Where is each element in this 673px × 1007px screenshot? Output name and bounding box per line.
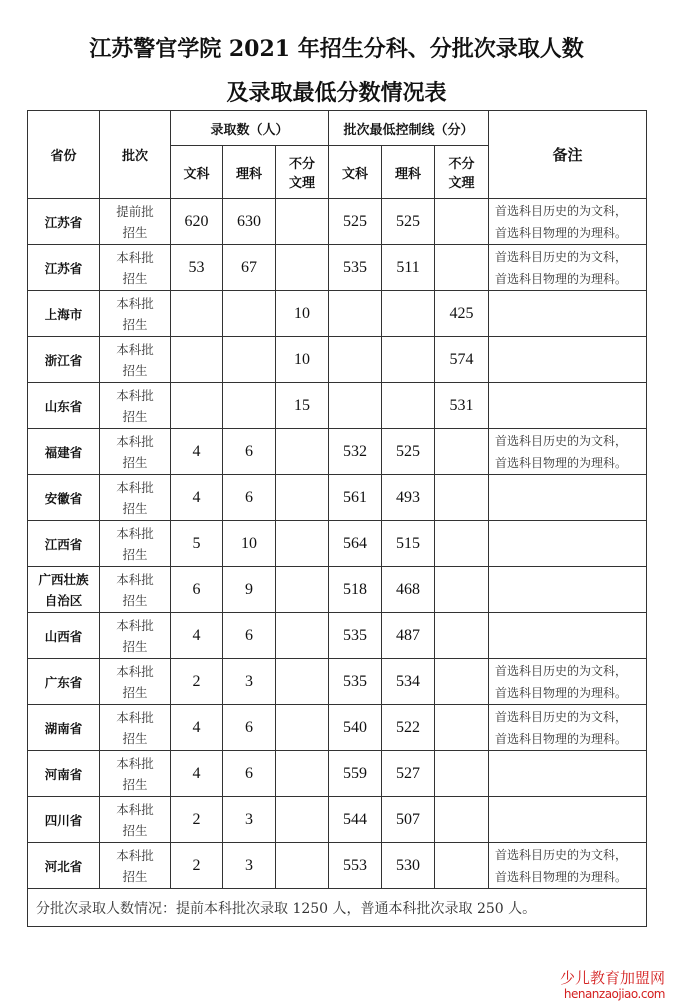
cell-min-sci: 522 [382, 705, 435, 751]
cell-remark [489, 383, 647, 429]
cell-province: 河北省 [28, 843, 100, 889]
cell-province: 广西壮族自治区 [28, 567, 100, 613]
cell-batch [100, 843, 171, 889]
cell-adm-und [276, 567, 329, 613]
header-admitted-undivided: 不分文理 [276, 146, 329, 199]
cell-min-arts: 535 [329, 613, 382, 659]
table-row [28, 199, 647, 245]
remark-line: 首选科目物理的为理科。 [495, 455, 628, 470]
watermark-name: 少儿教育加盟网 [559, 969, 665, 987]
cell-batch [100, 613, 171, 659]
cell-adm-und [276, 613, 329, 659]
cell-adm-und [276, 659, 329, 705]
cell-remark [489, 521, 647, 567]
cell-adm-sci [223, 337, 276, 383]
cell-adm-sci: 6 [223, 751, 276, 797]
cell-min-sci: 527 [382, 751, 435, 797]
cell-min-sci: 525 [382, 199, 435, 245]
header-min-score: 批次最低控制线（分） [329, 111, 489, 146]
batch-line: 本科批 [116, 709, 154, 725]
batch-line: 招生 [122, 868, 148, 884]
cell-adm-sci [223, 383, 276, 429]
batch-line: 提前批 [116, 203, 154, 219]
cell-min-sci: 468 [382, 567, 435, 613]
batch-line: 本科批 [116, 847, 154, 863]
cell-adm-sci: 3 [223, 659, 276, 705]
cell-min-sci: 534 [382, 659, 435, 705]
cell-adm-arts: 4 [171, 705, 223, 751]
cell-adm-und: 10 [276, 337, 329, 383]
cell-remark [489, 705, 647, 751]
batch-line: 本科批 [116, 479, 154, 495]
cell-batch [100, 245, 171, 291]
batch-line: 本科批 [116, 295, 154, 311]
cell-adm-arts: 4 [171, 613, 223, 659]
table-row [28, 751, 647, 797]
cell-min-und: 425 [435, 291, 489, 337]
batch-line: 招生 [122, 638, 148, 654]
cell-batch [100, 475, 171, 521]
header-min-arts: 文科 [329, 146, 382, 199]
cell-adm-und [276, 475, 329, 521]
batch-line: 招生 [122, 454, 148, 470]
batch-line: 本科批 [116, 801, 154, 817]
cell-adm-arts: 6 [171, 567, 223, 613]
cell-adm-und [276, 843, 329, 889]
cell-adm-arts: 53 [171, 245, 223, 291]
cell-adm-sci: 9 [223, 567, 276, 613]
cell-adm-arts [171, 291, 223, 337]
header-min-science: 理科 [382, 146, 435, 199]
cell-province: 江苏省 [28, 199, 100, 245]
remark-line: 首选科目物理的为理科。 [495, 271, 628, 286]
batch-line: 本科批 [116, 433, 154, 449]
cell-remark [489, 199, 647, 245]
cell-province: 上海市 [28, 291, 100, 337]
cell-min-arts [329, 383, 382, 429]
cell-adm-arts: 5 [171, 521, 223, 567]
cell-batch [100, 383, 171, 429]
cell-remark [489, 429, 647, 475]
cell-province: 山西省 [28, 613, 100, 659]
cell-province: 福建省 [28, 429, 100, 475]
watermark-url: henanzaojiao.com [563, 987, 665, 1001]
cell-min-und [435, 659, 489, 705]
cell-province: 四川省 [28, 797, 100, 843]
cell-province: 浙江省 [28, 337, 100, 383]
cell-min-arts: 525 [329, 199, 382, 245]
batch-line: 招生 [122, 546, 148, 562]
cell-province: 广东省 [28, 659, 100, 705]
cell-min-und [435, 705, 489, 751]
table-row [28, 291, 647, 337]
cell-remark [489, 291, 647, 337]
cell-adm-und: 15 [276, 383, 329, 429]
cell-batch [100, 797, 171, 843]
cell-min-arts: 540 [329, 705, 382, 751]
batch-line: 招生 [122, 730, 148, 746]
cell-adm-sci [223, 291, 276, 337]
cell-batch [100, 337, 171, 383]
footer-summary: 分批次录取人数情况：提前本科批次录取 1250 人，普通本科批次录取 250 人。 [28, 889, 647, 927]
cell-adm-und [276, 521, 329, 567]
cell-remark [489, 475, 647, 521]
cell-adm-arts: 620 [171, 199, 223, 245]
batch-line: 招生 [122, 684, 148, 700]
cell-remark [489, 567, 647, 613]
cell-adm-und [276, 245, 329, 291]
table-row [28, 843, 647, 889]
watermark [560, 970, 665, 1002]
batch-line: 招生 [122, 362, 148, 378]
cell-adm-arts: 4 [171, 475, 223, 521]
cell-adm-und [276, 751, 329, 797]
header-admitted-science: 理科 [223, 146, 276, 199]
page-title: 江苏警官学院 2021 年招生分科、分批次录取人数 [89, 36, 584, 62]
batch-line: 招生 [122, 316, 148, 332]
cell-batch [100, 659, 171, 705]
batch-line: 本科批 [116, 663, 154, 679]
cell-min-sci [382, 383, 435, 429]
batch-line: 招生 [122, 822, 148, 838]
table-row [28, 521, 647, 567]
remark-line: 首选科目物理的为理科。 [495, 225, 628, 240]
table-row [28, 337, 647, 383]
cell-min-arts: 559 [329, 751, 382, 797]
cell-adm-sci: 6 [223, 705, 276, 751]
cell-remark [489, 843, 647, 889]
cell-min-und [435, 429, 489, 475]
cell-adm-arts [171, 383, 223, 429]
cell-min-arts: 564 [329, 521, 382, 567]
admission-table [27, 110, 647, 927]
cell-batch [100, 429, 171, 475]
cell-min-arts: 535 [329, 659, 382, 705]
cell-min-arts: 544 [329, 797, 382, 843]
remark-line: 首选科目物理的为理科。 [495, 731, 628, 746]
cell-adm-arts: 2 [171, 659, 223, 705]
cell-batch [100, 705, 171, 751]
cell-province: 江西省 [28, 521, 100, 567]
page-subtitle: 及录取最低分数情况表 [226, 80, 447, 106]
cell-min-sci [382, 337, 435, 383]
header-admitted: 录取数（人） [171, 111, 329, 146]
cell-remark [489, 659, 647, 705]
batch-line: 招生 [122, 776, 148, 792]
cell-min-und: 574 [435, 337, 489, 383]
cell-min-arts [329, 337, 382, 383]
remark-line: 首选科目物理的为理科。 [495, 685, 628, 700]
cell-remark [489, 337, 647, 383]
cell-province: 湖南省 [28, 705, 100, 751]
table-row [28, 705, 647, 751]
cell-adm-und [276, 429, 329, 475]
batch-line: 本科批 [116, 525, 154, 541]
cell-min-arts: 518 [329, 567, 382, 613]
cell-remark [489, 613, 647, 659]
remark-line: 首选科目历史的为文科， [495, 709, 628, 724]
batch-line: 本科批 [116, 617, 154, 633]
cell-province: 山东省 [28, 383, 100, 429]
cell-adm-sci: 3 [223, 797, 276, 843]
cell-min-sci [382, 291, 435, 337]
remark-line: 首选科目历史的为文科， [495, 249, 628, 264]
cell-adm-sci: 630 [223, 199, 276, 245]
cell-min-und [435, 751, 489, 797]
cell-min-und [435, 245, 489, 291]
cell-adm-arts: 2 [171, 797, 223, 843]
batch-line: 招生 [122, 270, 148, 286]
cell-remark [489, 245, 647, 291]
header-admitted-arts: 文科 [171, 146, 223, 199]
cell-min-sci: 525 [382, 429, 435, 475]
table-row [28, 613, 647, 659]
cell-batch [100, 567, 171, 613]
cell-batch [100, 291, 171, 337]
header-batch: 批次 [100, 111, 171, 199]
remark-line: 首选科目历史的为文科， [495, 663, 628, 678]
batch-line: 招生 [122, 592, 148, 608]
cell-min-und [435, 199, 489, 245]
table-row [28, 659, 647, 705]
cell-adm-sci: 3 [223, 843, 276, 889]
cell-adm-und [276, 199, 329, 245]
cell-min-arts: 561 [329, 475, 382, 521]
cell-min-sci: 511 [382, 245, 435, 291]
batch-line: 本科批 [116, 341, 154, 357]
cell-remark [489, 797, 647, 843]
cell-batch [100, 751, 171, 797]
batch-line: 本科批 [116, 249, 154, 265]
cell-adm-und: 10 [276, 291, 329, 337]
cell-min-und [435, 613, 489, 659]
remark-line: 首选科目物理的为理科。 [495, 869, 628, 884]
cell-adm-und [276, 705, 329, 751]
cell-adm-arts: 4 [171, 429, 223, 475]
cell-min-sci: 493 [382, 475, 435, 521]
cell-batch [100, 199, 171, 245]
cell-min-und: 531 [435, 383, 489, 429]
cell-min-arts: 535 [329, 245, 382, 291]
cell-adm-arts: 4 [171, 751, 223, 797]
remark-line: 首选科目历史的为文科， [495, 433, 628, 448]
table-row [28, 383, 647, 429]
batch-line: 本科批 [116, 571, 154, 587]
cell-min-arts: 532 [329, 429, 382, 475]
batch-line: 招生 [122, 408, 148, 424]
batch-line: 本科批 [116, 387, 154, 403]
table-row [28, 475, 647, 521]
cell-adm-sci: 67 [223, 245, 276, 291]
cell-min-und [435, 475, 489, 521]
cell-adm-sci: 6 [223, 475, 276, 521]
cell-province: 安徽省 [28, 475, 100, 521]
header-remark: 备注 [489, 111, 647, 199]
header-min-undivided: 不分文理 [435, 146, 489, 199]
cell-min-arts [329, 291, 382, 337]
table-row [28, 567, 647, 613]
cell-min-sci: 530 [382, 843, 435, 889]
cell-province: 河南省 [28, 751, 100, 797]
cell-province: 江苏省 [28, 245, 100, 291]
batch-line: 本科批 [116, 755, 154, 771]
remark-line: 首选科目历史的为文科， [495, 203, 628, 218]
cell-adm-sci: 6 [223, 429, 276, 475]
cell-min-und [435, 843, 489, 889]
cell-batch [100, 521, 171, 567]
cell-min-sci: 515 [382, 521, 435, 567]
cell-min-sci: 487 [382, 613, 435, 659]
table-row [28, 245, 647, 291]
cell-remark [489, 751, 647, 797]
cell-min-und [435, 797, 489, 843]
batch-line: 招生 [122, 500, 148, 516]
cell-min-und [435, 567, 489, 613]
header-province: 省份 [28, 111, 100, 199]
cell-adm-sci: 10 [223, 521, 276, 567]
cell-adm-arts: 2 [171, 843, 223, 889]
batch-line: 招生 [122, 224, 148, 240]
cell-min-und [435, 521, 489, 567]
cell-min-arts: 553 [329, 843, 382, 889]
cell-adm-arts [171, 337, 223, 383]
table-row [28, 797, 647, 843]
cell-adm-und [276, 797, 329, 843]
remark-line: 首选科目历史的为文科， [495, 847, 628, 862]
cell-min-sci: 507 [382, 797, 435, 843]
table-row [28, 429, 647, 475]
cell-adm-sci: 6 [223, 613, 276, 659]
